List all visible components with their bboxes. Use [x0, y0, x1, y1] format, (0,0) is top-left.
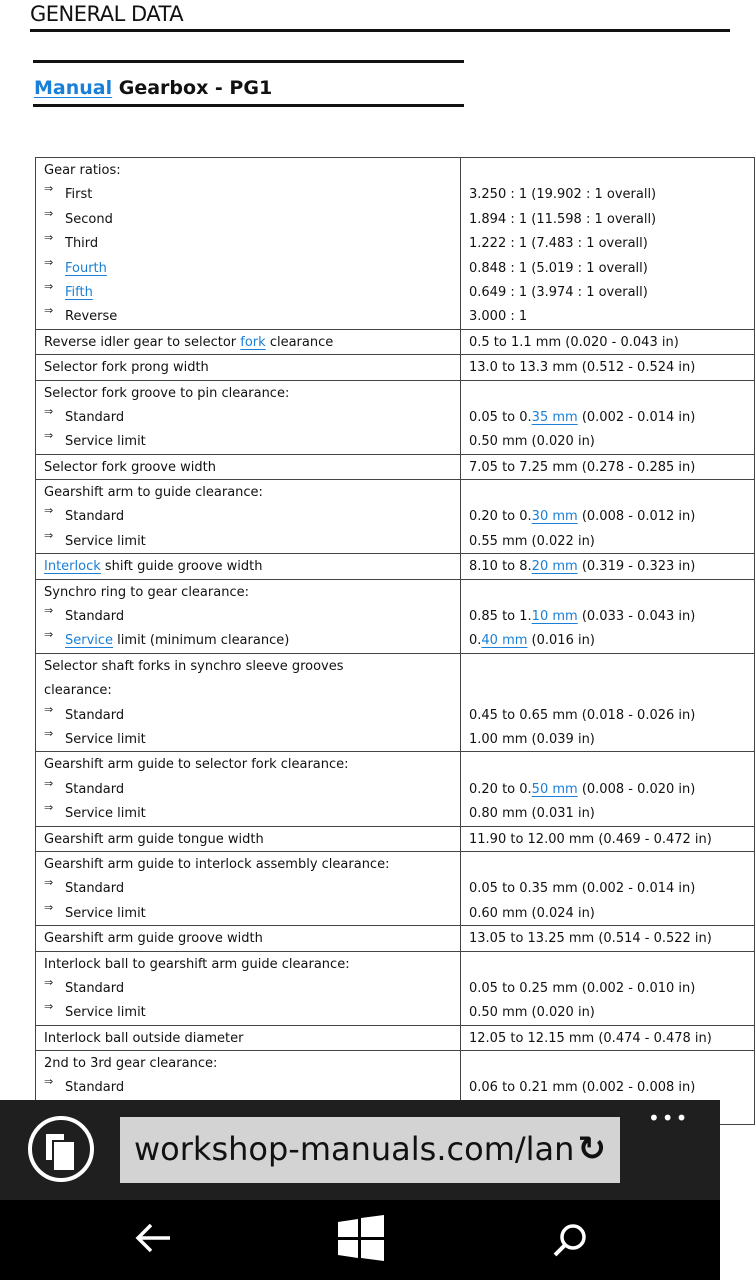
spec-value — [469, 529, 746, 553]
empty-value — [469, 1051, 746, 1075]
spec-label-cell — [36, 355, 461, 380]
arrow-icon: ⇒ — [44, 304, 54, 318]
spec-value — [469, 727, 746, 751]
table-row — [36, 752, 755, 826]
text: 3.250 : 1 (19.902 : 1 overall) — [469, 187, 657, 203]
spec-value-cell — [461, 329, 755, 354]
text: Standard — [65, 781, 125, 797]
text: 0.50 mm (0.020 in) — [469, 1005, 595, 1021]
spec-label-cell — [36, 826, 461, 851]
inline-link[interactable]: Service — [65, 633, 114, 649]
list-item — [44, 901, 452, 925]
spec-label — [44, 1026, 452, 1050]
spec-label — [44, 827, 452, 851]
text: 0.85 to 1. — [469, 609, 532, 625]
text: 12.05 to 12.15 mm (0.474 - 0.478 in) — [469, 1030, 712, 1046]
empty-value — [469, 752, 746, 776]
text: Standard — [65, 1080, 125, 1096]
spec-value-cell — [461, 851, 755, 925]
spec-value-cell — [461, 1025, 755, 1050]
text: Standard — [65, 881, 125, 897]
text: 1.894 : 1 (11.598 : 1 overall) — [469, 211, 657, 227]
spec-value — [469, 554, 746, 578]
inline-link[interactable]: 10 mm — [531, 609, 578, 625]
text: 1.00 mm (0.039 in) — [469, 731, 595, 747]
arrow-icon: ⇒ — [44, 876, 54, 890]
spec-value — [469, 330, 746, 354]
list-item — [44, 256, 452, 280]
text: 13.05 to 13.25 mm (0.514 - 0.522 in) — [469, 931, 712, 947]
spec-value — [469, 1000, 746, 1024]
spec-value — [469, 429, 746, 453]
text: 0.05 to 0. — [469, 409, 532, 425]
text: First — [65, 187, 93, 203]
spec-label-cell — [36, 158, 461, 330]
divider — [33, 60, 464, 63]
spec-value — [469, 231, 746, 255]
divider — [33, 104, 464, 107]
text: 8.10 to 8. — [469, 559, 532, 575]
spec-value-cell — [461, 554, 755, 579]
text: Service limit — [65, 434, 146, 450]
spec-value-cell — [461, 752, 755, 826]
spec-value — [469, 355, 746, 379]
arrow-icon: ⇒ — [44, 776, 54, 790]
text: Service limit — [65, 905, 146, 921]
text: Gearshift arm guide tongue width — [44, 831, 264, 847]
text: Reverse — [65, 309, 118, 325]
tabs-icon-front — [52, 1140, 76, 1172]
spec-value-cell — [461, 826, 755, 851]
inline-link[interactable]: Fifth — [65, 284, 93, 300]
arrow-icon: ⇒ — [44, 206, 54, 220]
text: shift guide groove width — [100, 559, 263, 575]
spec-value — [469, 976, 746, 1000]
arrow-icon: ⇒ — [44, 504, 54, 518]
arrow-icon: ⇒ — [44, 975, 54, 989]
inline-link[interactable]: 40 mm — [481, 633, 528, 649]
spec-label-cell — [36, 480, 461, 554]
spec-value — [469, 280, 746, 304]
text: Second — [65, 211, 113, 227]
spec-value — [469, 455, 746, 479]
table-row — [36, 1025, 755, 1050]
spec-label — [44, 455, 452, 479]
spec-value — [469, 901, 746, 925]
refresh-icon[interactable]: ↻ — [577, 1129, 606, 1169]
spec-value — [469, 1075, 746, 1099]
list-item — [44, 429, 452, 453]
text: Selector fork groove width — [44, 459, 216, 475]
empty-value — [469, 852, 746, 876]
spec-value — [469, 628, 746, 652]
spec-value — [469, 182, 746, 206]
spec-value — [469, 777, 746, 801]
list-item — [44, 280, 452, 304]
spec-label-cell — [36, 851, 461, 925]
text: 11.90 to 12.00 mm (0.469 - 0.472 in) — [469, 831, 712, 847]
text: 0.20 to 0. — [469, 781, 532, 797]
text: (0.319 - 0.323 in) — [577, 559, 696, 575]
text: 0.60 mm (0.024 in) — [469, 905, 595, 921]
group-heading: clearance: — [44, 683, 112, 699]
arrow-icon: ⇒ — [44, 429, 54, 443]
text: 0.55 mm (0.022 in) — [469, 533, 595, 549]
group-heading: Interlock ball to gearshift arm guide clearance: — [44, 956, 350, 972]
text: 7.05 to 7.25 mm (0.278 - 0.285 in) — [469, 459, 696, 475]
text: 0.5 to 1.1 mm (0.020 - 0.043 in) — [469, 334, 679, 350]
text: 0. — [469, 633, 482, 649]
page-title — [34, 77, 272, 99]
table-row — [36, 158, 755, 330]
text: 0.50 mm (0.020 in) — [469, 434, 595, 450]
spec-value — [469, 405, 746, 429]
spec-value — [469, 801, 746, 825]
spec-label-cell — [36, 951, 461, 1025]
empty-value — [469, 654, 746, 678]
text: 0.848 : 1 (5.019 : 1 overall) — [469, 260, 648, 276]
spec-label-cell — [36, 653, 461, 752]
spec-label — [44, 330, 452, 354]
table-row — [36, 851, 755, 925]
text: 0.05 to 0.35 mm (0.002 - 0.014 in) — [469, 881, 696, 897]
text: Standard — [65, 609, 125, 625]
spec-label-cell — [36, 752, 461, 826]
title-text: Gearbox - PG1 — [112, 77, 273, 99]
table-row — [36, 926, 755, 951]
inline-link[interactable]: 30 mm — [531, 509, 578, 525]
inline-link[interactable]: 35 mm — [531, 409, 578, 425]
spec-value — [469, 703, 746, 727]
spec-label-cell — [36, 329, 461, 354]
spec-value — [469, 256, 746, 280]
arrow-icon: ⇒ — [44, 801, 54, 815]
spec-value-cell — [461, 380, 755, 454]
arrow-icon: ⇒ — [44, 528, 54, 542]
arrow-icon: ⇒ — [44, 1075, 54, 1089]
text: Service limit — [65, 1005, 146, 1021]
table-row — [36, 380, 755, 454]
group-heading: 2nd to 3rd gear clearance: — [44, 1056, 218, 1072]
text: Selector fork prong width — [44, 360, 209, 376]
inline-link[interactable]: fork — [240, 334, 266, 350]
text: Interlock ball outside diameter — [44, 1030, 244, 1046]
table-row — [36, 355, 755, 380]
spec-value-cell — [461, 926, 755, 951]
list-item — [44, 976, 452, 1000]
inline-link[interactable]: Fourth — [65, 260, 107, 276]
text: Service limit — [65, 731, 146, 747]
spec-label — [44, 355, 452, 379]
spec-value-cell — [461, 158, 755, 330]
spec-value — [469, 1026, 746, 1050]
text: 0.05 to 0.25 mm (0.002 - 0.010 in) — [469, 980, 696, 996]
spec-value-cell — [461, 355, 755, 380]
table-row — [36, 579, 755, 653]
list-item — [44, 207, 452, 231]
list-item — [44, 1000, 452, 1024]
spec-label-cell — [36, 926, 461, 951]
browser-address-bar — [0, 1100, 720, 1200]
group-heading: Selector fork groove to pin clearance: — [44, 385, 290, 401]
text: 1.222 : 1 (7.483 : 1 overall) — [469, 236, 648, 252]
empty-value — [469, 678, 746, 702]
spec-label-cell — [36, 454, 461, 479]
empty-value — [469, 480, 746, 504]
empty-value — [469, 952, 746, 976]
arrow-icon: ⇒ — [44, 279, 54, 293]
back-icon[interactable] — [134, 1220, 172, 1256]
spec-value — [469, 207, 746, 231]
spec-label-cell — [36, 579, 461, 653]
specs-table — [35, 157, 755, 1125]
arrow-icon: ⇒ — [44, 604, 54, 618]
list-item — [44, 1075, 452, 1099]
list-item — [44, 727, 452, 751]
list-item — [44, 405, 452, 429]
arrow-icon: ⇒ — [44, 702, 54, 716]
table-row — [36, 480, 755, 554]
text: 0.06 to 0.21 mm (0.002 - 0.008 in) — [469, 1080, 696, 1096]
tabs-button[interactable] — [28, 1116, 94, 1182]
text: (0.002 - 0.014 in) — [577, 409, 696, 425]
text: clearance — [265, 334, 334, 350]
spec-value — [469, 876, 746, 900]
spec-value — [469, 926, 746, 950]
text: 0.649 : 1 (3.974 : 1 overall) — [469, 284, 648, 300]
text: (0.008 - 0.020 in) — [577, 781, 696, 797]
list-item — [44, 628, 452, 652]
text: Gearshift arm guide groove width — [44, 931, 263, 947]
spec-value — [469, 304, 746, 328]
table-row — [36, 653, 755, 752]
list-item — [44, 304, 452, 328]
spec-value-cell — [461, 653, 755, 752]
group-heading: Synchro ring to gear clearance: — [44, 584, 249, 600]
text: (0.016 in) — [527, 633, 595, 649]
arrow-icon: ⇒ — [44, 404, 54, 418]
text: Standard — [65, 980, 125, 996]
text: Reverse idler gear to selector — [44, 334, 241, 350]
spec-label-cell — [36, 380, 461, 454]
list-item — [44, 504, 452, 528]
list-item — [44, 876, 452, 900]
table-row — [36, 329, 755, 354]
text: (0.033 - 0.043 in) — [577, 609, 696, 625]
search-icon[interactable] — [552, 1222, 588, 1258]
spec-value — [469, 827, 746, 851]
arrow-icon: ⇒ — [44, 231, 54, 245]
spec-value — [469, 604, 746, 628]
text: Standard — [65, 409, 125, 425]
text: Service limit — [65, 533, 146, 549]
arrow-icon: ⇒ — [44, 628, 54, 642]
manual-link[interactable]: Manual — [34, 77, 113, 99]
group-heading: Gearshift arm to guide clearance: — [44, 485, 263, 501]
list-item — [44, 777, 452, 801]
spec-label-cell — [36, 554, 461, 579]
text: Third — [65, 236, 99, 252]
empty-value — [469, 381, 746, 405]
inline-link[interactable]: 20 mm — [531, 559, 578, 575]
system-nav-bar — [0, 1200, 720, 1280]
text: 0.80 mm (0.031 in) — [469, 806, 595, 822]
text: 3.000 : 1 — [469, 309, 528, 325]
spec-label — [44, 926, 452, 950]
spec-label — [44, 554, 452, 578]
more-menu-button[interactable]: ••• — [648, 1106, 690, 1130]
empty-value — [469, 580, 746, 604]
text: 0.45 to 0.65 mm (0.018 - 0.026 in) — [469, 707, 696, 723]
group-heading: Selector shaft forks in synchro sleeve grooves — [44, 658, 344, 674]
list-item — [44, 182, 452, 206]
spec-value-cell — [461, 454, 755, 479]
empty-value — [469, 158, 746, 182]
arrow-icon: ⇒ — [44, 182, 54, 196]
inline-link[interactable]: 50 mm — [531, 781, 578, 797]
text: 13.0 to 13.3 mm (0.512 - 0.524 in) — [469, 360, 696, 376]
table-row — [36, 826, 755, 851]
text: Standard — [65, 707, 125, 723]
arrow-icon: ⇒ — [44, 726, 54, 740]
spec-value-cell — [461, 480, 755, 554]
list-item — [44, 703, 452, 727]
table-row — [36, 454, 755, 479]
text: (0.008 - 0.012 in) — [577, 509, 696, 525]
arrow-icon: ⇒ — [44, 1000, 54, 1014]
group-heading: Gearshift arm guide to selector fork clearance: — [44, 757, 349, 773]
spec-value-cell — [461, 951, 755, 1025]
list-item — [44, 604, 452, 628]
table-row — [36, 554, 755, 579]
section-heading: GENERAL DATA — [30, 2, 184, 26]
text: Standard — [65, 509, 125, 525]
divider — [30, 29, 730, 32]
group-heading: Gearshift arm guide to interlock assembly clearance: — [44, 856, 390, 872]
arrow-icon: ⇒ — [44, 255, 54, 269]
list-item — [44, 231, 452, 255]
text: limit (minimum clearance) — [113, 633, 290, 649]
group-heading: Gear ratios: — [44, 163, 121, 178]
url-text: workshop-manuals.com/lan — [134, 1130, 575, 1168]
table-row — [36, 951, 755, 1025]
list-item — [44, 801, 452, 825]
list-item — [44, 529, 452, 553]
text: 0.20 to 0. — [469, 509, 532, 525]
spec-label-cell — [36, 1025, 461, 1050]
url-input[interactable] — [120, 1117, 620, 1183]
text: Service limit — [65, 806, 146, 822]
inline-link[interactable]: Interlock — [44, 559, 101, 575]
windows-start-icon[interactable] — [338, 1215, 384, 1261]
spec-value-cell — [461, 579, 755, 653]
arrow-icon: ⇒ — [44, 900, 54, 914]
spec-value — [469, 504, 746, 528]
